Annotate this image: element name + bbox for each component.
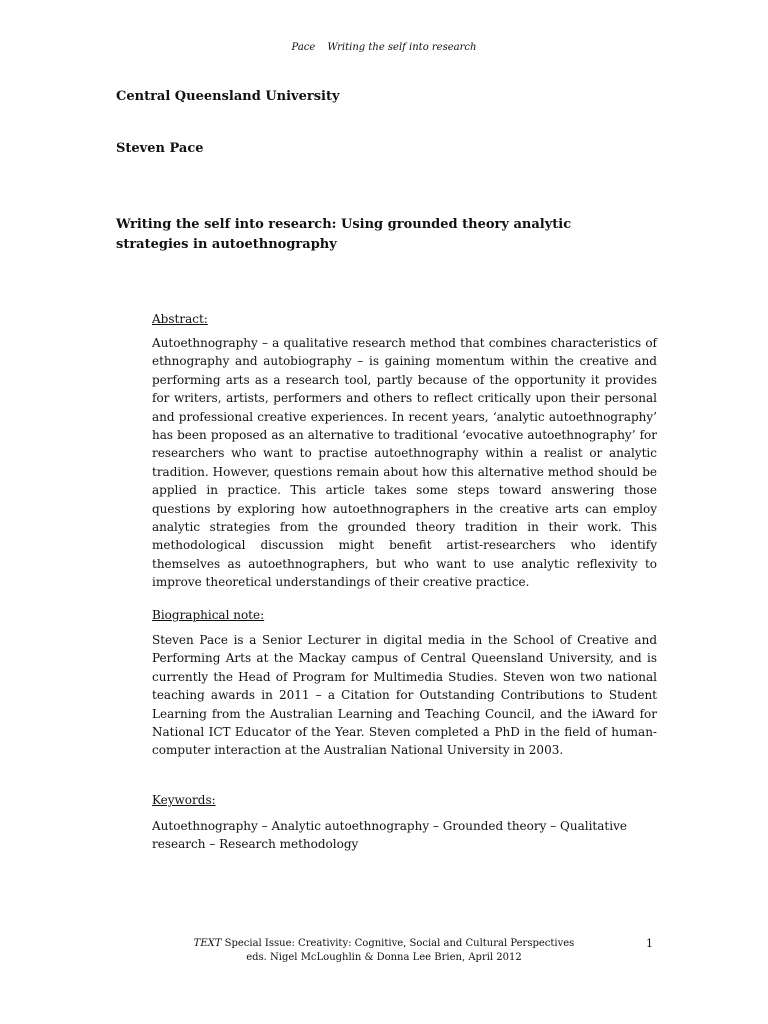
- keywords-heading: Keywords:: [152, 793, 216, 807]
- footer-issue-label: TEXT: [193, 938, 222, 949]
- keywords-body: Autoethnography – Analytic autoethnography – Grounded theory – Qualitative research – Research methodology: [152, 819, 627, 852]
- author-name: Steven Pace: [116, 141, 204, 156]
- abstract-heading: Abstract:: [152, 312, 208, 326]
- header-short-title: Writing the self into research: [327, 42, 477, 53]
- abstract-body: Autoethnography – a qualitative research method that combines characteristics of ethnography and autobiography – is gaining momentum within the creative and performing arts as a research tool, partly because of the opportunity it provides for writers, artists, performers and others to reflect critically upon their personal and professional creative experiences. In recent years, ‘analytic autoethnography’ has been proposed as an alternative to traditional ‘evocative autoethnography’ for researchers who want to practise autoethnography within a realist or analytic tradition. However, questions remain about how this alternative method should be applied in practice. This article takes some steps toward answering those questions by exploring how autoethnographers in the creative arts can employ analytic strategies from the grounded theory tradition in their work. This methodological discussion might benefit artist-researchers who identify themselves as autoethnographers, but who want to use analytic reflexivity to improve theoretical understandings of their creative practice.: [152, 336, 657, 590]
- biographical-note-body: Steven Pace is a Senior Lecturer in digital media in the School of Creative and Performing Arts at the Mackay campus of Central Queensland University, and is currently the Head of Program for Multimedia Studies. Steven won two national teaching awards in 2011 – a Citation for Outstanding Contributions to Student Learning from the Australian Learning and Teaching Council, and the iAward for National ICT Educator of the Year. Steven completed a PhD in the field of human-computer interaction at the Australian National University in 2003.: [152, 633, 657, 758]
- page-number: 1: [646, 937, 653, 950]
- running-header: [0, 42, 768, 53]
- article-title: Writing the self into research: Using grounded theory analytic strategies in autoethnography: [116, 217, 572, 252]
- biographical-note-heading: Biographical note:: [152, 608, 265, 622]
- header-author: Pace: [291, 42, 316, 53]
- institution-name: Central Queensland University: [116, 89, 340, 104]
- footer-issue-title: Special Issue: Creativity: Cognitive, Social and Cultural Perspectives: [224, 938, 575, 949]
- footer-editors: eds. Nigel McLoughlin & Donna Lee Brien, April 2012: [246, 952, 522, 963]
